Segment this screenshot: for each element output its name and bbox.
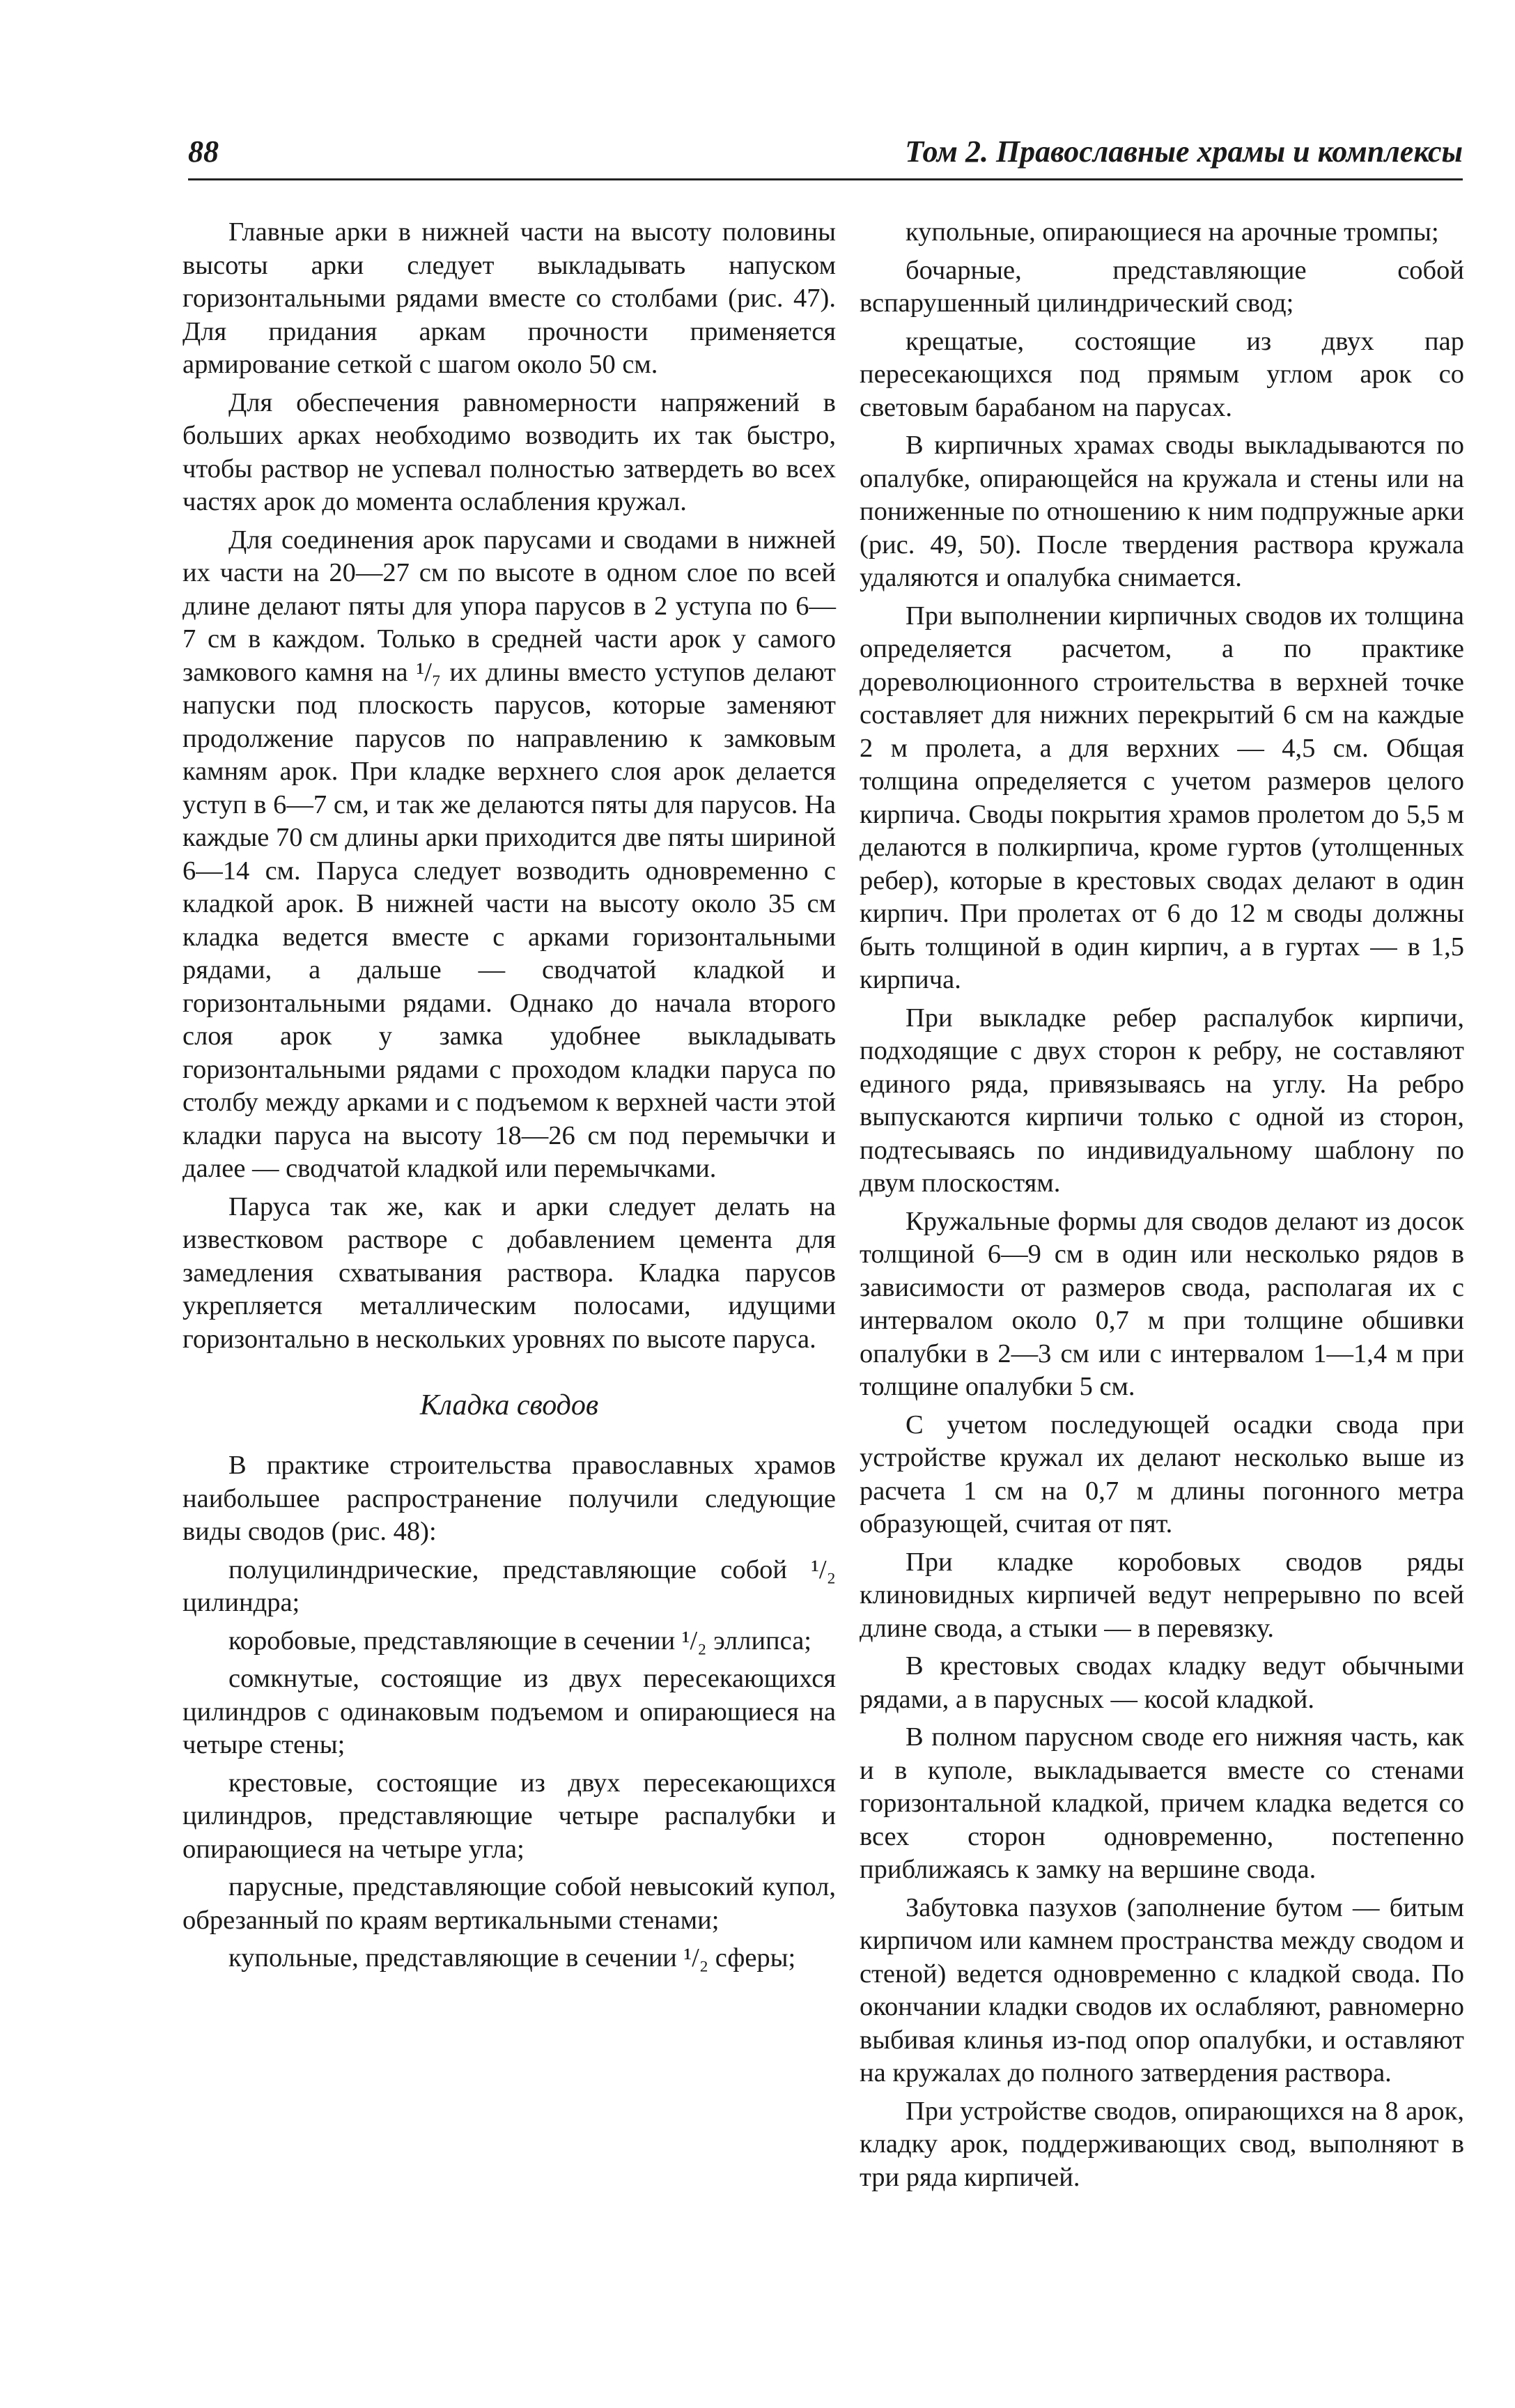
paragraph: Забутовка пазухов (заполнение бутом — битым кирпичом или камнем пространства между сводом и стеной) ведется одновременно с кладкой свода. По окончании кладки сводов их ослабляют, равномерно выбивая клинья из-под опор опалубки, и оставляют на кружалах до полного затвердения раствора. [860,1892,1464,2087]
paragraph: При выкладке ребер распалубок кирпичи, подходящие с двух сторон к ребру, не составляют единого ряда, привязываясь на углу. На ребро выпускаются кирпичи только с одной из сторон, подтесываясь по индивидуальному шаблону по двум плоскостям. [860,1003,1464,1198]
list-item: парусные, представляющие собой невысокий купол, обрезанный по краям вертикальными стенами; [182,1872,836,1935]
paragraph: Главные арки в нижней части на высоту половины высоты арки следует выкладывать напуском горизонтальными рядами вместе со столбами (рис. 47). Для придания аркам прочности применяется армирование сеткой с шагом около 50 см. [182,217,836,379]
section-heading: Кладка сводов [419,1389,599,1421]
paragraph: В крестовых сводах кладку ведут обычными рядами, а в парусных — косой кладкой. [860,1651,1464,1714]
list-item: бочарные, представляющие собой вспарушенный цилиндрический свод; [860,255,1464,318]
right-column [860,216,1464,2199]
paragraph: При устройстве сводов, опирающихся на 8 арок, кладку арок, поддерживающих свод, выполняют в три ряда кирпичей. [860,2096,1464,2192]
list-item: купольные, представляющие в сечении ¹/₂ сферы; [228,1943,796,1973]
paragraph: При кладке коробовых сводов ряды клиновидных кирпичей ведут непрерывно по всей длине свода, а стыки — в перевязку. [860,1547,1464,1643]
list-item: крестовые, состоящие из двух пересекающихся цилиндров, представляющие четыре распалубки и опирающиеся на четыре угла; [182,1768,836,1864]
list-item: сомкнутые, состоящие из двух пересекающихся цилиндров с одинаковым подъемом и опирающиеся на четыре стены; [182,1664,836,1759]
paragraph: Кружальные формы для сводов делают из досок толщиной 6—9 см в один или несколько рядов в зависимости от размеров свода, располагая их с интервалом около 0,7 м при толщине обшивки опалубки в 2—3 см или с интервалом 1—1,4 м при толщине опалубки 5 см. [860,1206,1464,1401]
paragraph: С учетом последующей осадки свода при устройстве кружал их делают несколько выше из расчета 1 см на 0,7 м длины погонного метра образующей, считая от пят. [860,1410,1464,1538]
paragraph: Паруса так же, как и арки следует делать на известковом растворе с добавлением цемента для замедления схватывания раствора. Кладка парусов укрепляется металлическим полосами, идущими горизонтально в нескольких уровнях по высоте паруса. [182,1191,836,1354]
list-item: коробовые, представляющие в сечении ¹/₂ эллипса; [228,1626,811,1656]
list-item: крещатые, состоящие из двух пар пересекающихся под прямым углом арок со световым барабаном на парусах. [860,326,1464,422]
list-item: полуцилиндрические, представляющие собой ¹/₂ цилиндра; [182,1554,836,1617]
paragraph: При выполнении кирпичных сводов их толщина определяется расчетом, а по практике дореволюционного строительства в верхней точке составляет для нижних перекрытий 6 см на каждые 2 м пролета, а для верхних — 4,5 см. Общая толщина определяется с учетом размеров целого кирпича. Своды покрытия храмов пролетом до 5,5 м делаются в полкирпича, кроме гуртов (утолщенных ребер), которые в крестовых сводах делают в один кирпич. При пролетах от 6 до 12 м своды должны быть толщиной в один кирпич, а в гуртах — в 1,5 кирпича. [860,601,1464,994]
paragraph: В кирпичных храмах своды выкладываются по опалубке, опирающейся на кружала и стены или на пониженные по отношению к ним подпружные арки (рис. 49, 50). После твердения раствора кружала удаляются и опалубка снимается. [860,431,1464,592]
paragraph: Для соединения арок парусами и сводами в нижней их части на 20—27 см по высоте в одном слое по всей длине делают пяты для упора парусов в 2 уступа по 6—7 см в каждом. Только в средней части арок у самого замкового камня на ¹/₇ их длины вместо уступов делают напуски под плоскость парусов, которые заменяют продолжение парусов по направлению к замковым камням арок. При кладке верхнего слоя арок делается уступ в 6—7 см, и так же делаются пяты для парусов. На каждые 70 см длины арки приходится две пяты шириной 6—14 см. Паруса следует возводить одновременно с кладкой арок. В нижней части на высоту около 35 см кладка ведется вместе с арками горизонтальными рядами, а дальше — сводчатой кладкой и горизонтальными рядами. Однако до начала второго слоя арок у замка удобнее выкладывать горизонтальными рядами с проходом кладки паруса по столбу между арками и с подъемом к верхней части этой кладки паруса на высоту 18—26 см под перемычки и далее — сводчатой кладкой или перемычками. [182,525,836,1183]
running-title: Том 2. Православные храмы и комплексы [905,134,1463,169]
paragraph: Для обеспечения равномерности напряжений в больших арках необходимо возводить их так быстро, чтобы раствор не успевал полностью затвердеть во всех частях арок до момента ослабления кружал. [182,387,836,516]
page-number: 88 [188,134,219,169]
paragraph: В полном парусном своде его нижняя часть, как и в куполе, выкладывается вместе со стенами горизонтальной кладкой, причем кладка ведется со всех сторон одновременно, постепенно приближаясь к замку на вершине свода. [860,1722,1464,1884]
left-column [182,216,836,1980]
paragraph: В практике строительства православных храмов наибольшее распространение получили следующие виды сводов (рис. 48): [182,1451,836,1546]
page-header [188,131,1463,180]
list-item: купольные, опирающиеся на арочные тромпы; [906,217,1439,247]
